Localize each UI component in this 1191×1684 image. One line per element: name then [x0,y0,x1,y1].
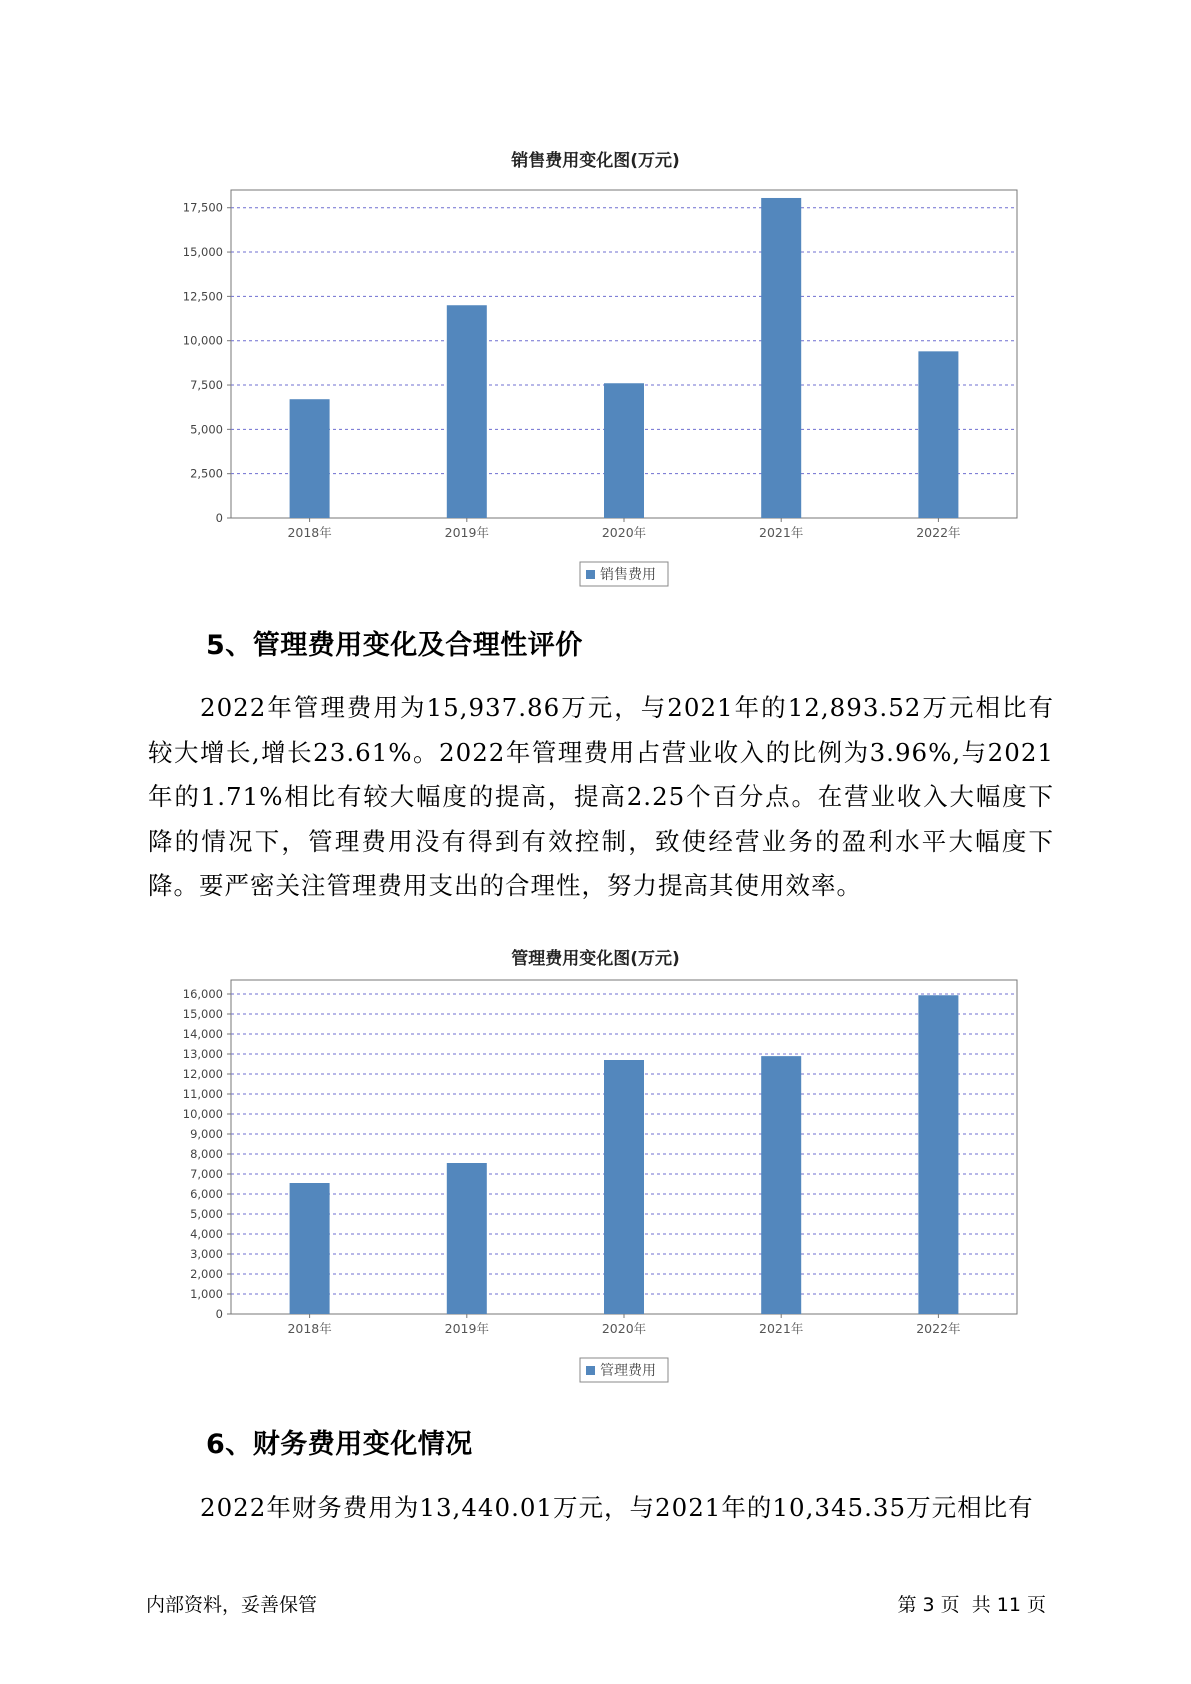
y-tick-label: 5,000 [190,422,223,437]
y-tick-label: 2,500 [190,466,223,481]
x-tick-label: 2022年 [916,1321,961,1336]
section5-paragraph: 2022年管理费用为15,937.86万元，与2021年的12,893.52万元相比有较大增长,增长23.61%。2022年管理费用占营业收入的比例为3.96%,与2021年的1.71%相比有较大幅度的提高，提高2.25个百分点。在营业收入大幅度下降的情况下，管理费用没有得到有效控制，致使经营业务的盈利水平大幅度下降。要严密关注管理费用支出的合理性，努力提高其使用效率。 [148,693,1054,900]
y-tick-label: 13,000 [182,1047,223,1061]
y-tick-label: 9,000 [190,1127,223,1141]
y-tick-label: 10,000 [182,333,223,348]
footer-confidential-note: 内部资料，妥善保管 [146,1594,318,1616]
y-tick-label: 3,000 [190,1247,223,1261]
y-tick-label: 14,000 [182,1027,223,1041]
chart1-title: 销售费用变化图(万元) [511,151,680,171]
y-tick-label: 11,000 [182,1087,223,1101]
y-tick-label: 16,000 [182,987,223,1001]
x-tick-label: 2020年 [601,1321,647,1336]
bar [290,399,330,518]
bar [918,351,958,518]
y-tick-label: 15,000 [182,245,223,260]
footer-page-number: 第 3 页 共 11 页 [897,1594,1046,1616]
bar [761,198,801,518]
bar [447,305,487,518]
x-tick-label: 2018年 [287,525,332,540]
chart2-title: 管理费用变化图(万元) [511,949,680,969]
y-tick-label: 4,000 [190,1227,223,1241]
y-tick-label: 7,500 [190,378,223,393]
x-tick-label: 2019年 [444,525,489,540]
y-tick-label: 0 [215,1307,223,1321]
x-tick-label: 2021年 [759,525,804,540]
y-tick-label: 0 [215,511,223,525]
section6-heading: 6、财务费用变化情况 [206,1429,473,1460]
x-tick-label: 2019年 [444,1321,489,1336]
legend-label: 销售费用 [600,567,656,583]
y-tick-label: 5,000 [190,1207,223,1221]
y-tick-label: 8,000 [190,1147,223,1161]
bar [604,383,644,518]
x-tick-label: 2021年 [759,1321,804,1336]
y-tick-label: 2,000 [190,1267,223,1281]
y-tick-label: 12,500 [182,289,223,304]
bar [447,1163,487,1314]
y-tick-label: 6,000 [190,1187,223,1201]
legend-label: 管理费用 [600,1363,656,1379]
sales-expense-chart [0,190,1191,590]
y-tick-label: 12,000 [182,1067,223,1081]
x-tick-label: 2018年 [287,1321,332,1336]
legend-swatch [586,570,595,579]
bar [761,1056,801,1314]
y-tick-label: 7,000 [190,1167,223,1181]
legend-swatch [586,1366,595,1375]
section6-paragraph: 2022年财务费用为13,440.01万元，与2021年的10,345.35万元相比有 [200,1493,1034,1522]
bar [604,1060,644,1314]
y-tick-label: 15,000 [182,1007,223,1021]
x-tick-label: 2022年 [916,525,961,540]
admin-expense-chart [0,980,1191,1390]
section5-heading: 5、管理费用变化及合理性评价 [206,630,583,661]
y-tick-label: 1,000 [190,1287,223,1301]
bar [918,995,958,1314]
x-tick-label: 2020年 [601,525,647,540]
y-tick-label: 10,000 [182,1107,223,1121]
bar [290,1183,330,1314]
y-tick-label: 17,500 [182,200,223,215]
